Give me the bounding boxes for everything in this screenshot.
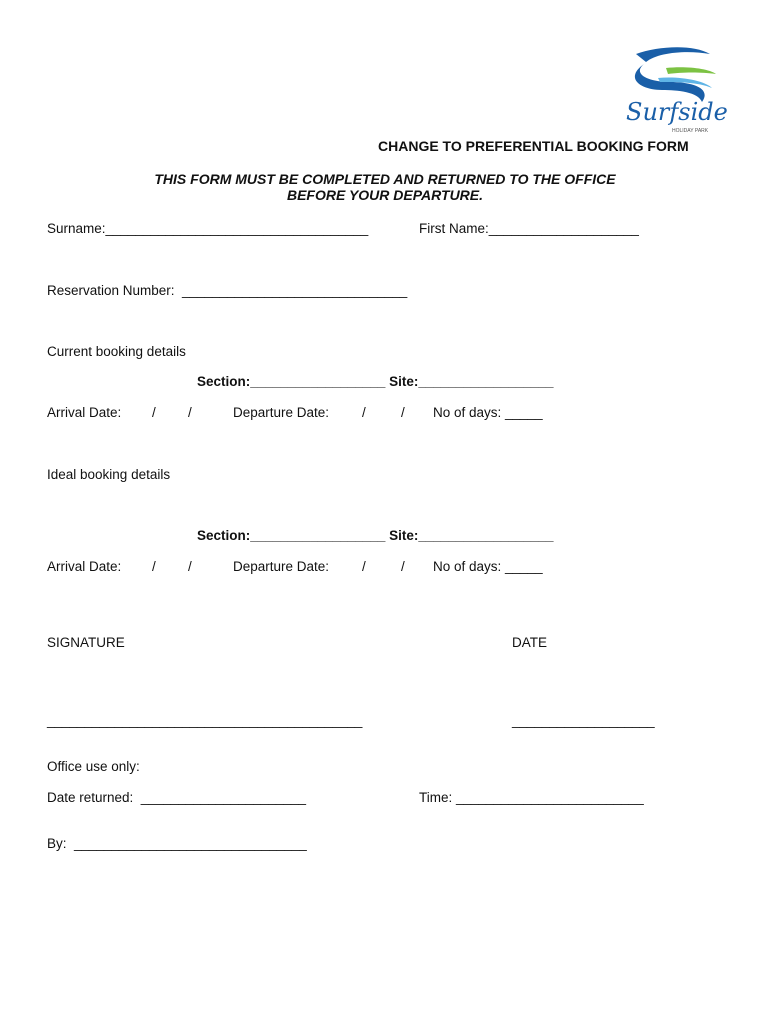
notice-line-2: BEFORE YOUR DEPARTURE. <box>286 187 484 203</box>
form-title: CHANGE TO PREFERENTIAL BOOKING FORM <box>378 138 689 154</box>
current-arrival-slash: / <box>152 405 156 420</box>
current-arrival-slash: / <box>188 405 192 420</box>
signature-label: SIGNATURE <box>47 635 125 650</box>
logo-wave-green <box>666 67 716 74</box>
date-returned-field[interactable]: Date returned: ______________________ <box>47 790 306 805</box>
surfside-logo <box>618 44 728 134</box>
logo-wordmark: Surfside <box>626 98 728 126</box>
ideal-departure-slash: / <box>401 559 405 574</box>
by-field[interactable]: By: _______________________________ <box>47 836 307 851</box>
current-departure-slash: / <box>362 405 366 420</box>
ideal-section-site-field[interactable]: Section:__________________ Site:__________________ <box>197 528 554 543</box>
ideal-departure-label: Departure Date: <box>233 559 330 574</box>
logo-wave-top <box>636 47 710 62</box>
reservation-number-field[interactable]: Reservation Number: ______________________________ <box>47 283 408 298</box>
date-label: DATE <box>512 635 548 650</box>
ideal-arrival-label: Arrival Date: <box>47 559 122 574</box>
current-section-site-field[interactable]: Section:__________________ Site:__________________ <box>197 374 554 389</box>
signature-line[interactable]: __________________________________________ <box>47 713 363 728</box>
current-booking-heading: Current booking details <box>47 344 186 359</box>
ideal-arrival-slash: / <box>152 559 156 574</box>
date-line[interactable]: ___________________ <box>512 713 655 728</box>
logo-tagline: HOLIDAY PARK <box>672 128 709 134</box>
notice-line-1: THIS FORM MUST BE COMPLETED AND RETURNED TO THE OFFICE <box>154 171 616 187</box>
current-departure-label: Departure Date: <box>233 405 330 420</box>
first-name-field[interactable]: First Name:____________________ <box>419 221 639 236</box>
surname-field[interactable]: Surname:___________________________________ <box>47 221 369 236</box>
ideal-arrival-slash: / <box>188 559 192 574</box>
ideal-days-field[interactable]: No of days: _____ <box>433 559 543 574</box>
current-days-field[interactable]: No of days: _____ <box>433 405 543 420</box>
ideal-departure-slash: / <box>362 559 366 574</box>
office-use-heading: Office use only: <box>47 759 140 774</box>
current-departure-slash: / <box>401 405 405 420</box>
ideal-booking-heading: Ideal booking details <box>47 467 171 482</box>
time-field[interactable]: Time: _________________________ <box>419 790 644 805</box>
current-arrival-label: Arrival Date: <box>47 405 122 420</box>
